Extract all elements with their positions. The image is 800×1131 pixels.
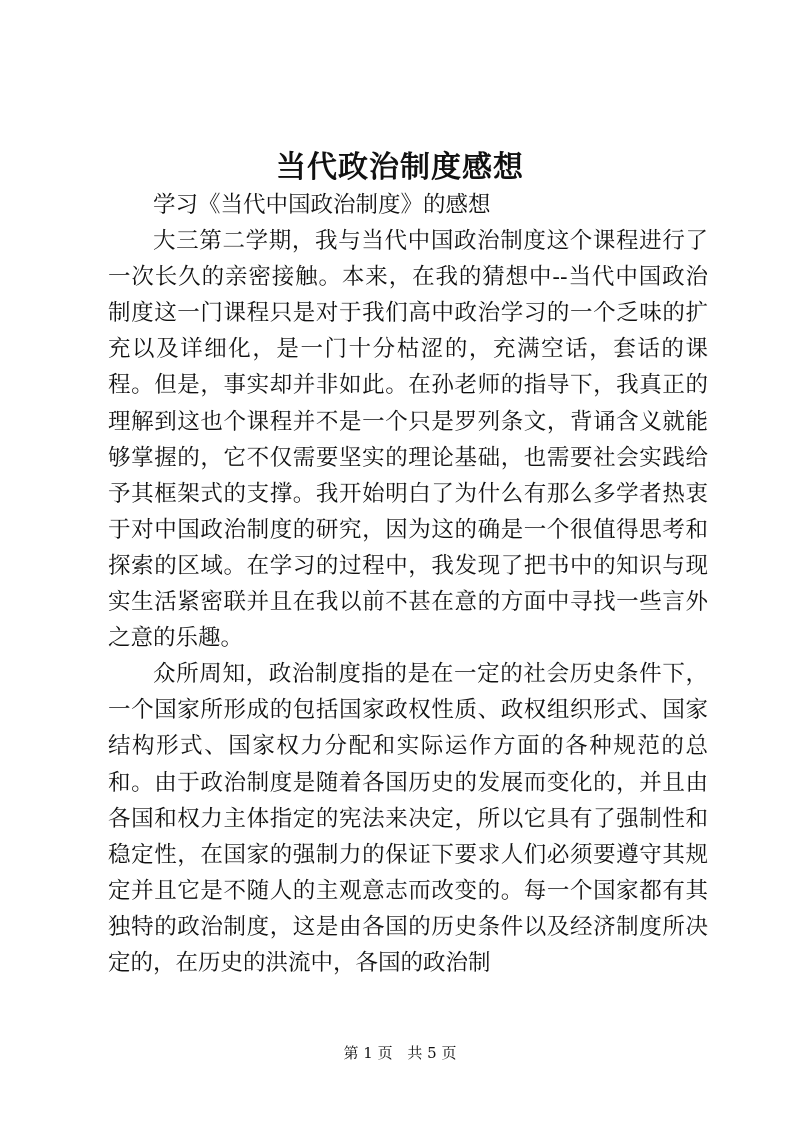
document-title: 当代政治制度感想: [276, 150, 524, 185]
page-number: 第 1 页: [343, 1044, 393, 1062]
page-total: 共 5 页: [407, 1044, 457, 1062]
page-footer: [0, 1042, 800, 1063]
document-body: [108, 187, 708, 981]
body-paragraph-1: 大三第二学期，我与当代中国政治制度这个课程进行了一次长久的亲密接触。本来，在我的猜想中--当代中国政治制度这一门课程只是对于我们高中政治学习的一个乏味的扩充以及详细化，是一门十分枯涩的，充满空话，套话的课程。但是，事实却并非如此。在孙老师的指导下，我真正的理解到这也个课程并不是一个只是罗列条文，背诵含义就能够掌握的，它不仅需要坚实的理论基础，也需要社会实践给予其框架式的支撑。我开始明白了为什么有那么多学者热衷于对中国政治制度的研究，因为这的确是一个很值得思考和探索的区域。在学习的过程中，我发现了把书中的知识与现实生活紧密联并且在我以前不甚在意的方面中寻找一些言外之意的乐趣。: [108, 228, 708, 652]
body-paragraph-2: 众所周知，政治制度指的是在一定的社会历史条件下，一个国家所形成的包括国家政权性质、政权组织形式、国家结构形式、国家权力分配和实际运作方面的各种规范的总和。由于政治制度是随着各国历史的发展而变化的，并且由各国和权力主体指定的宪法来决定，所以它具有了强制性和稳定性，在国家的强制力的保证下要求人们必须要遵守其规定并且它是不随人的主观意志而改变的。每一个国家都有其独特的政治制度，这是由各国的历史条件以及经济制度所决定的，在历史的洪流中，各国的政治制: [108, 661, 708, 976]
subtitle-paragraph: 学习《当代中国政治制度》的感想: [153, 192, 491, 218]
